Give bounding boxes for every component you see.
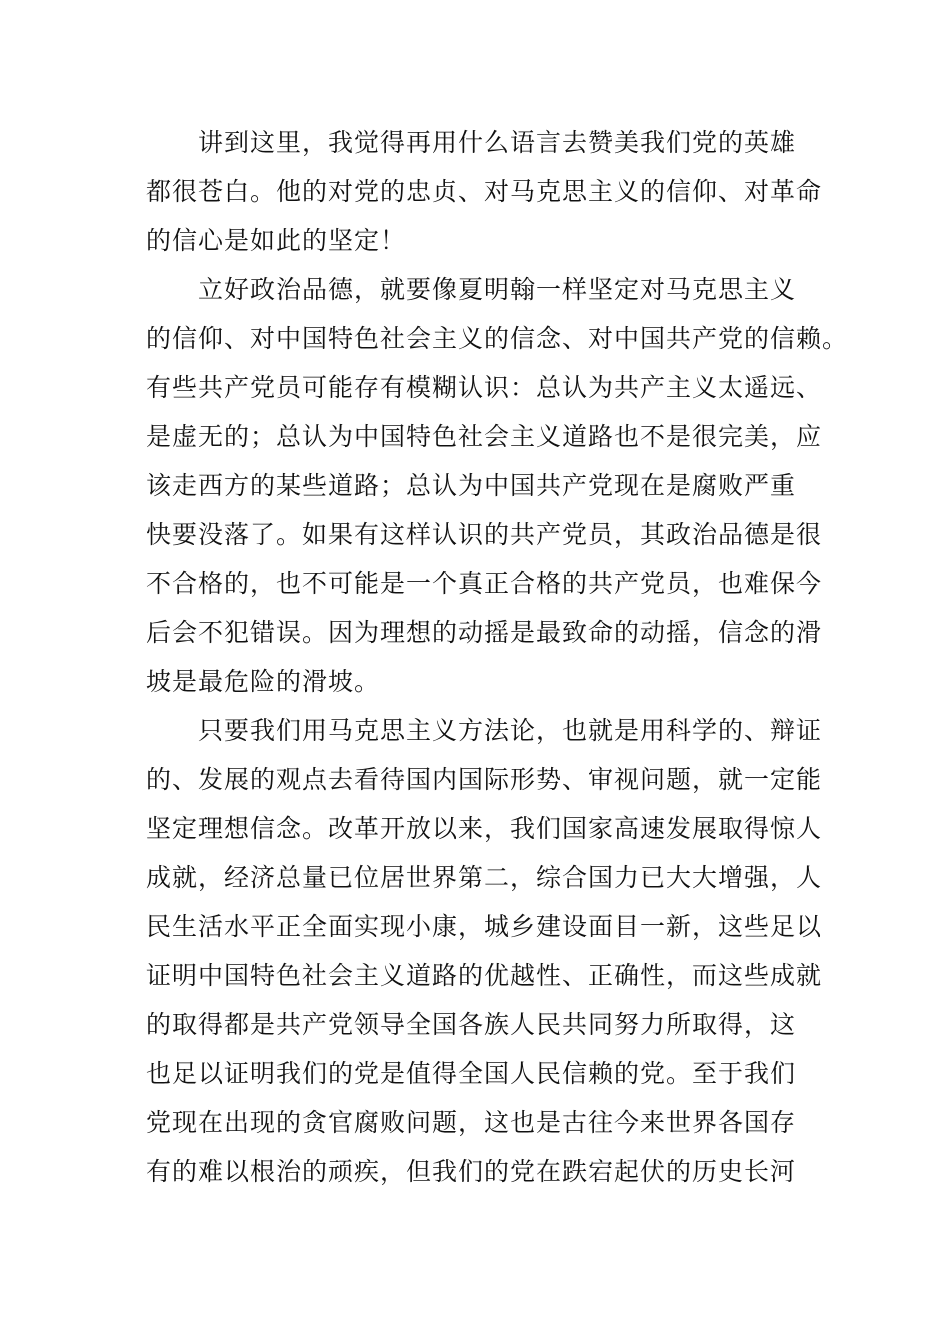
paragraph-line: 也足以证明我们的党是值得全国人民信赖的党。至于我们 (146, 1059, 797, 1088)
paragraph-line: 的、发展的观点去看待国内国际形势、审视问题，就一定能 (146, 765, 823, 794)
paragraph-line: 民生活水平正全面实现小康，城乡建设面目一新，这些足以 (146, 912, 823, 941)
paragraph-line: 坚定理想信念。改革开放以来，我们国家高速发展取得惊人 (146, 814, 823, 843)
paragraph-line: 该走西方的某些道路；总认为中国共产党现在是腐败严重 (146, 471, 797, 500)
paragraph-line: 后会不犯错误。因为理想的动摇是最致命的动摇，信念的滑 (146, 618, 823, 647)
paragraph-line: 成就，经济总量已位居世界第二，综合国力已大大增强，人 (146, 863, 823, 892)
paragraph-line: 有的难以根治的顽疾，但我们的党在跌宕起伏的历史长河 (146, 1157, 797, 1186)
paragraph-line: 是虚无的；总认为中国特色社会主义道路也不是很完美，应 (146, 422, 823, 451)
paragraph-1 (146, 123, 826, 270)
paragraph-line: 不合格的，也不可能是一个真正合格的共产党员，也难保今 (146, 569, 823, 598)
document-body (146, 123, 849, 1201)
paragraph-line: 坡是最危险的滑坡。 (146, 667, 381, 696)
paragraph-line: 的信心是如此的坚定！ (146, 226, 407, 255)
paragraph-line: 讲到这里，我觉得再用什么语言去赞美我们党的英雄 (198, 128, 797, 157)
paragraph-line: 有些共产党员可能存有模糊认识：总认为共产主义太遥远、 (146, 373, 823, 402)
paragraph-line: 立好政治品德，就要像夏明翰一样坚定对马克思主义 (198, 275, 797, 304)
paragraph-3 (146, 711, 826, 1201)
paragraph-line: 证明中国特色社会主义道路的优越性、正确性，而这些成就 (146, 961, 823, 990)
paragraph-line: 快要没落了。如果有这样认识的共产党员，其政治品德是很 (146, 520, 823, 549)
paragraph-line: 党现在出现的贪官腐败问题，这也是古往今来世界各国存 (146, 1108, 797, 1137)
paragraph-line: 都很苍白。他的对党的忠贞、对马克思主义的信仰、对革命 (146, 177, 823, 206)
paragraph-line: 的信仰、对中国特色社会主义的信念、对中国共产党的信赖。 (146, 324, 849, 353)
paragraph-line: 的取得都是共产党领导全国各族人民共同努力所取得，这 (146, 1010, 797, 1039)
paragraph-2 (146, 270, 849, 711)
paragraph-line: 只要我们用马克思主义方法论，也就是用科学的、辩证 (198, 716, 823, 745)
